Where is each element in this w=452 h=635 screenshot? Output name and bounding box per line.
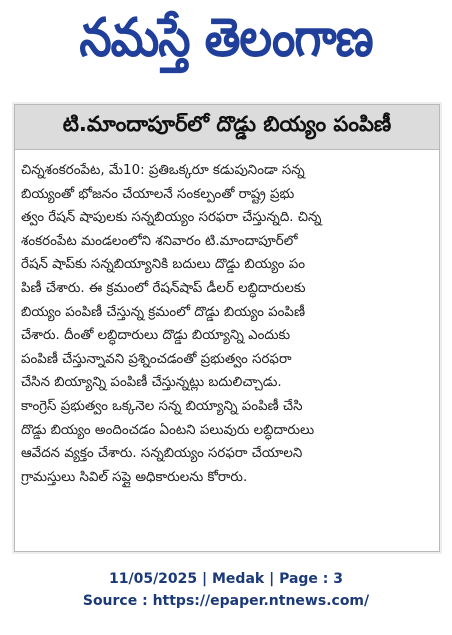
headline-band	[15, 105, 439, 150]
newspaper-logo: నమస్తే తెలంగాణ	[79, 6, 373, 69]
article-line: చిన్నశంకరంపేట, మే10: ప్రతిఒక్కరూ కడుపునిండా సన్న	[21, 163, 305, 178]
masthead	[0, 0, 452, 88]
article-line: చేశారు. దీంతో లబ్ధిదారులు దొడ్డు బియ్యాన్ని ఎందుకు	[21, 328, 291, 344]
article-line: చేసిన బియ్యాన్ని పంపిణీ చేస్తున్నట్లు బదులిచ్చాడు.	[21, 375, 282, 391]
article-line: ఆవేదన వ్యక్తం చేశారు. సన్నబియ్యం సరఫరా చేయాలని	[21, 446, 303, 462]
source-footer	[0, 568, 452, 612]
article-headline: టి.మాందాపూర్‌లో దొడ్డు బియ్యం పంపిణీ	[62, 112, 392, 136]
news-clipping	[14, 104, 440, 552]
article-line: దొడ్డు బియ్యం అందించడం ఏంటని పలువురు లబ్ధిదారులు	[21, 422, 315, 438]
article-line: గ్రామస్తులు సివిల్ సప్లై అధికారులను కోరారు.	[21, 469, 248, 485]
article-line: రేషన్ షాప్‌కు సన్నబియ్యానికి బదులు దొడ్డు బియ్యం పం	[21, 257, 306, 273]
article-line: పంపిణీ చేస్తున్నావని ప్రశ్నించడంతో ప్రభుత్వం సరఫరా	[21, 351, 292, 367]
article-line: పిణీ చేశారు. ఈ క్రమంలో రేషన్‌షాప్ డీలర్ లబ్ధిదారులకు	[21, 280, 306, 296]
source-link[interactable]: Source : https://epaper.ntnews.com/	[82, 593, 370, 609]
article-line: కాంగ్రెస్ ప్రభుత్వం ఒక్కనెల సన్న బియ్యాన్ని పంపిణీ చేసి	[21, 398, 303, 414]
article-line: శంకరంపేట మండలంలోని శనివారం టి.మాందాపూర్‌లో	[21, 233, 298, 249]
edition-info: 11/05/2025 | Medak | Page : 3	[108, 571, 344, 587]
article-body	[21, 159, 433, 489]
article-line: బియ్యంతో భోజనం చేయాలనే సంకల్పంతో రాష్ట్ర ప్రభు	[21, 186, 295, 202]
article-line: బియ్యం పంపిణీ చేస్తున్న క్రమంలో దొడ్డు బియ్యం పంపిణీ	[21, 304, 306, 320]
article-line: త్వం రేషన్ షాపులకు సన్నబియ్యం సరఫరా చేస్తున్నది. చిన్న	[21, 210, 322, 226]
